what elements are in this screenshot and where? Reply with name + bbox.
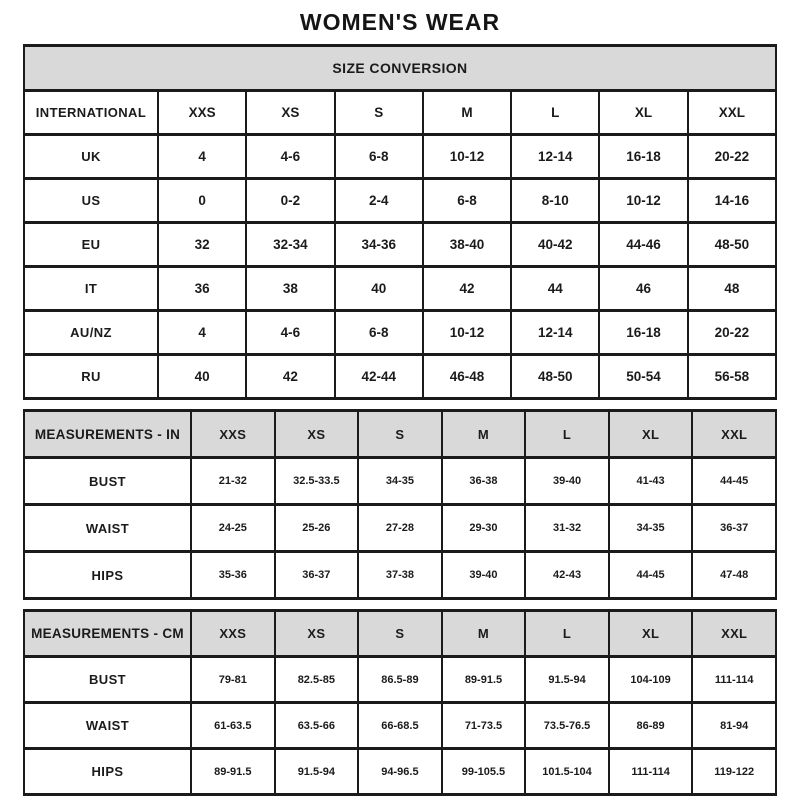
value-cell: 0 <box>158 179 246 223</box>
row-label: UK <box>24 135 158 179</box>
value-cell: S <box>335 91 423 135</box>
value-cell: 4-6 <box>246 311 334 355</box>
measurements-in-title: MEASUREMENTS - IN <box>24 411 191 458</box>
table-row <box>24 91 776 135</box>
row-label: RU <box>24 355 158 399</box>
value-cell: 63.5-66 <box>275 703 359 749</box>
table-row <box>24 657 776 703</box>
value-cell: 50-54 <box>599 355 687 399</box>
row-label: BUST <box>24 657 191 703</box>
row-label: HIPS <box>24 552 191 599</box>
value-cell: 46-48 <box>423 355 511 399</box>
table-row <box>24 552 776 599</box>
row-label: WAIST <box>24 505 191 552</box>
table-row <box>24 267 776 311</box>
size-conversion-body <box>24 46 776 399</box>
value-cell: 0-2 <box>246 179 334 223</box>
value-cell: M <box>423 91 511 135</box>
value-cell: 20-22 <box>688 135 776 179</box>
value-cell: 10-12 <box>423 135 511 179</box>
row-label: BUST <box>24 458 191 505</box>
size-header-cell: L <box>525 611 609 657</box>
value-cell: XXL <box>688 91 776 135</box>
value-cell: 73.5-76.5 <box>525 703 609 749</box>
value-cell: 86-89 <box>609 703 693 749</box>
value-cell: L <box>511 91 599 135</box>
value-cell: 12-14 <box>511 311 599 355</box>
value-cell: 4-6 <box>246 135 334 179</box>
value-cell: 48-50 <box>511 355 599 399</box>
size-header-cell: S <box>358 611 442 657</box>
measurements-cm-body <box>24 611 776 795</box>
table-row <box>24 311 776 355</box>
value-cell: 6-8 <box>335 311 423 355</box>
value-cell: 32.5-33.5 <box>275 458 359 505</box>
value-cell: 111-114 <box>692 657 776 703</box>
value-cell: 82.5-85 <box>275 657 359 703</box>
table-row <box>24 505 776 552</box>
value-cell: XS <box>246 91 334 135</box>
row-label: AU/NZ <box>24 311 158 355</box>
measurements-in-table <box>23 409 777 600</box>
value-cell: 36 <box>158 267 246 311</box>
row-label: INTERNATIONAL <box>24 91 158 135</box>
value-cell: 31-32 <box>525 505 609 552</box>
table-row <box>24 458 776 505</box>
value-cell: 91.5-94 <box>275 749 359 795</box>
size-header-cell: XXL <box>692 611 776 657</box>
value-cell: 66-68.5 <box>358 703 442 749</box>
value-cell: 48 <box>688 267 776 311</box>
value-cell: 48-50 <box>688 223 776 267</box>
value-cell: 38 <box>246 267 334 311</box>
measurements-cm-header-row <box>24 611 776 657</box>
value-cell: 35-36 <box>191 552 275 599</box>
size-header-cell: M <box>442 611 526 657</box>
value-cell: 42-43 <box>525 552 609 599</box>
value-cell: 38-40 <box>423 223 511 267</box>
value-cell: 32-34 <box>246 223 334 267</box>
value-cell: 16-18 <box>599 135 687 179</box>
value-cell: 2-4 <box>335 179 423 223</box>
value-cell: 86.5-89 <box>358 657 442 703</box>
value-cell: 32 <box>158 223 246 267</box>
size-header-cell: S <box>358 411 442 458</box>
value-cell: 20-22 <box>688 311 776 355</box>
value-cell: 14-16 <box>688 179 776 223</box>
value-cell: 40 <box>335 267 423 311</box>
measurements-in-body <box>24 411 776 599</box>
value-cell: 104-109 <box>609 657 693 703</box>
value-cell: 89-91.5 <box>442 657 526 703</box>
table-row <box>24 749 776 795</box>
value-cell: 36-37 <box>275 552 359 599</box>
value-cell: 111-114 <box>609 749 693 795</box>
size-conversion-banner-row <box>24 46 776 91</box>
value-cell: 79-81 <box>191 657 275 703</box>
value-cell: 16-18 <box>599 311 687 355</box>
value-cell: 94-96.5 <box>358 749 442 795</box>
value-cell: 44-45 <box>609 552 693 599</box>
measurements-cm-table <box>23 609 777 796</box>
size-header-cell: L <box>525 411 609 458</box>
table-row <box>24 135 776 179</box>
value-cell: 39-40 <box>525 458 609 505</box>
value-cell: 40 <box>158 355 246 399</box>
value-cell: XL <box>599 91 687 135</box>
value-cell: 56-58 <box>688 355 776 399</box>
size-header-cell: XXS <box>191 611 275 657</box>
row-label: EU <box>24 223 158 267</box>
value-cell: 46 <box>599 267 687 311</box>
value-cell: 21-32 <box>191 458 275 505</box>
value-cell: 10-12 <box>599 179 687 223</box>
value-cell: 36-38 <box>442 458 526 505</box>
value-cell: 34-36 <box>335 223 423 267</box>
value-cell: 44-45 <box>692 458 776 505</box>
table-row <box>24 179 776 223</box>
size-conversion-table <box>23 44 777 400</box>
value-cell: 34-35 <box>609 505 693 552</box>
value-cell: 40-42 <box>511 223 599 267</box>
row-label: IT <box>24 267 158 311</box>
table-row <box>24 223 776 267</box>
measurements-in-header-row <box>24 411 776 458</box>
value-cell: 10-12 <box>423 311 511 355</box>
value-cell: 119-122 <box>692 749 776 795</box>
value-cell: 25-26 <box>275 505 359 552</box>
size-conversion-banner: SIZE CONVERSION <box>24 46 776 91</box>
value-cell: 4 <box>158 135 246 179</box>
value-cell: 42 <box>246 355 334 399</box>
value-cell: 6-8 <box>423 179 511 223</box>
value-cell: 34-35 <box>358 458 442 505</box>
row-label: WAIST <box>24 703 191 749</box>
value-cell: 42 <box>423 267 511 311</box>
row-label: HIPS <box>24 749 191 795</box>
size-header-cell: XXL <box>692 411 776 458</box>
table-row <box>24 703 776 749</box>
value-cell: 44-46 <box>599 223 687 267</box>
value-cell: 99-105.5 <box>442 749 526 795</box>
value-cell: 24-25 <box>191 505 275 552</box>
value-cell: 61-63.5 <box>191 703 275 749</box>
size-header-cell: XS <box>275 611 359 657</box>
value-cell: 36-37 <box>692 505 776 552</box>
value-cell: 8-10 <box>511 179 599 223</box>
value-cell: 44 <box>511 267 599 311</box>
size-header-cell: M <box>442 411 526 458</box>
value-cell: 41-43 <box>609 458 693 505</box>
value-cell: 6-8 <box>335 135 423 179</box>
page-title: WOMEN'S WEAR <box>299 9 501 35</box>
value-cell: 91.5-94 <box>525 657 609 703</box>
value-cell: 37-38 <box>358 552 442 599</box>
size-header-cell: XS <box>275 411 359 458</box>
size-header-cell: XL <box>609 611 693 657</box>
value-cell: 12-14 <box>511 135 599 179</box>
value-cell: 71-73.5 <box>442 703 526 749</box>
size-header-cell: XXS <box>191 411 275 458</box>
value-cell: 39-40 <box>442 552 526 599</box>
value-cell: 29-30 <box>442 505 526 552</box>
value-cell: 101.5-104 <box>525 749 609 795</box>
value-cell: 89-91.5 <box>191 749 275 795</box>
value-cell: XXS <box>158 91 246 135</box>
size-header-cell: XL <box>609 411 693 458</box>
table-row <box>24 355 776 399</box>
value-cell: 47-48 <box>692 552 776 599</box>
value-cell: 27-28 <box>358 505 442 552</box>
measurements-cm-title: MEASUREMENTS - CM <box>24 611 191 657</box>
value-cell: 4 <box>158 311 246 355</box>
value-cell: 81-94 <box>692 703 776 749</box>
row-label: US <box>24 179 158 223</box>
value-cell: 42-44 <box>335 355 423 399</box>
